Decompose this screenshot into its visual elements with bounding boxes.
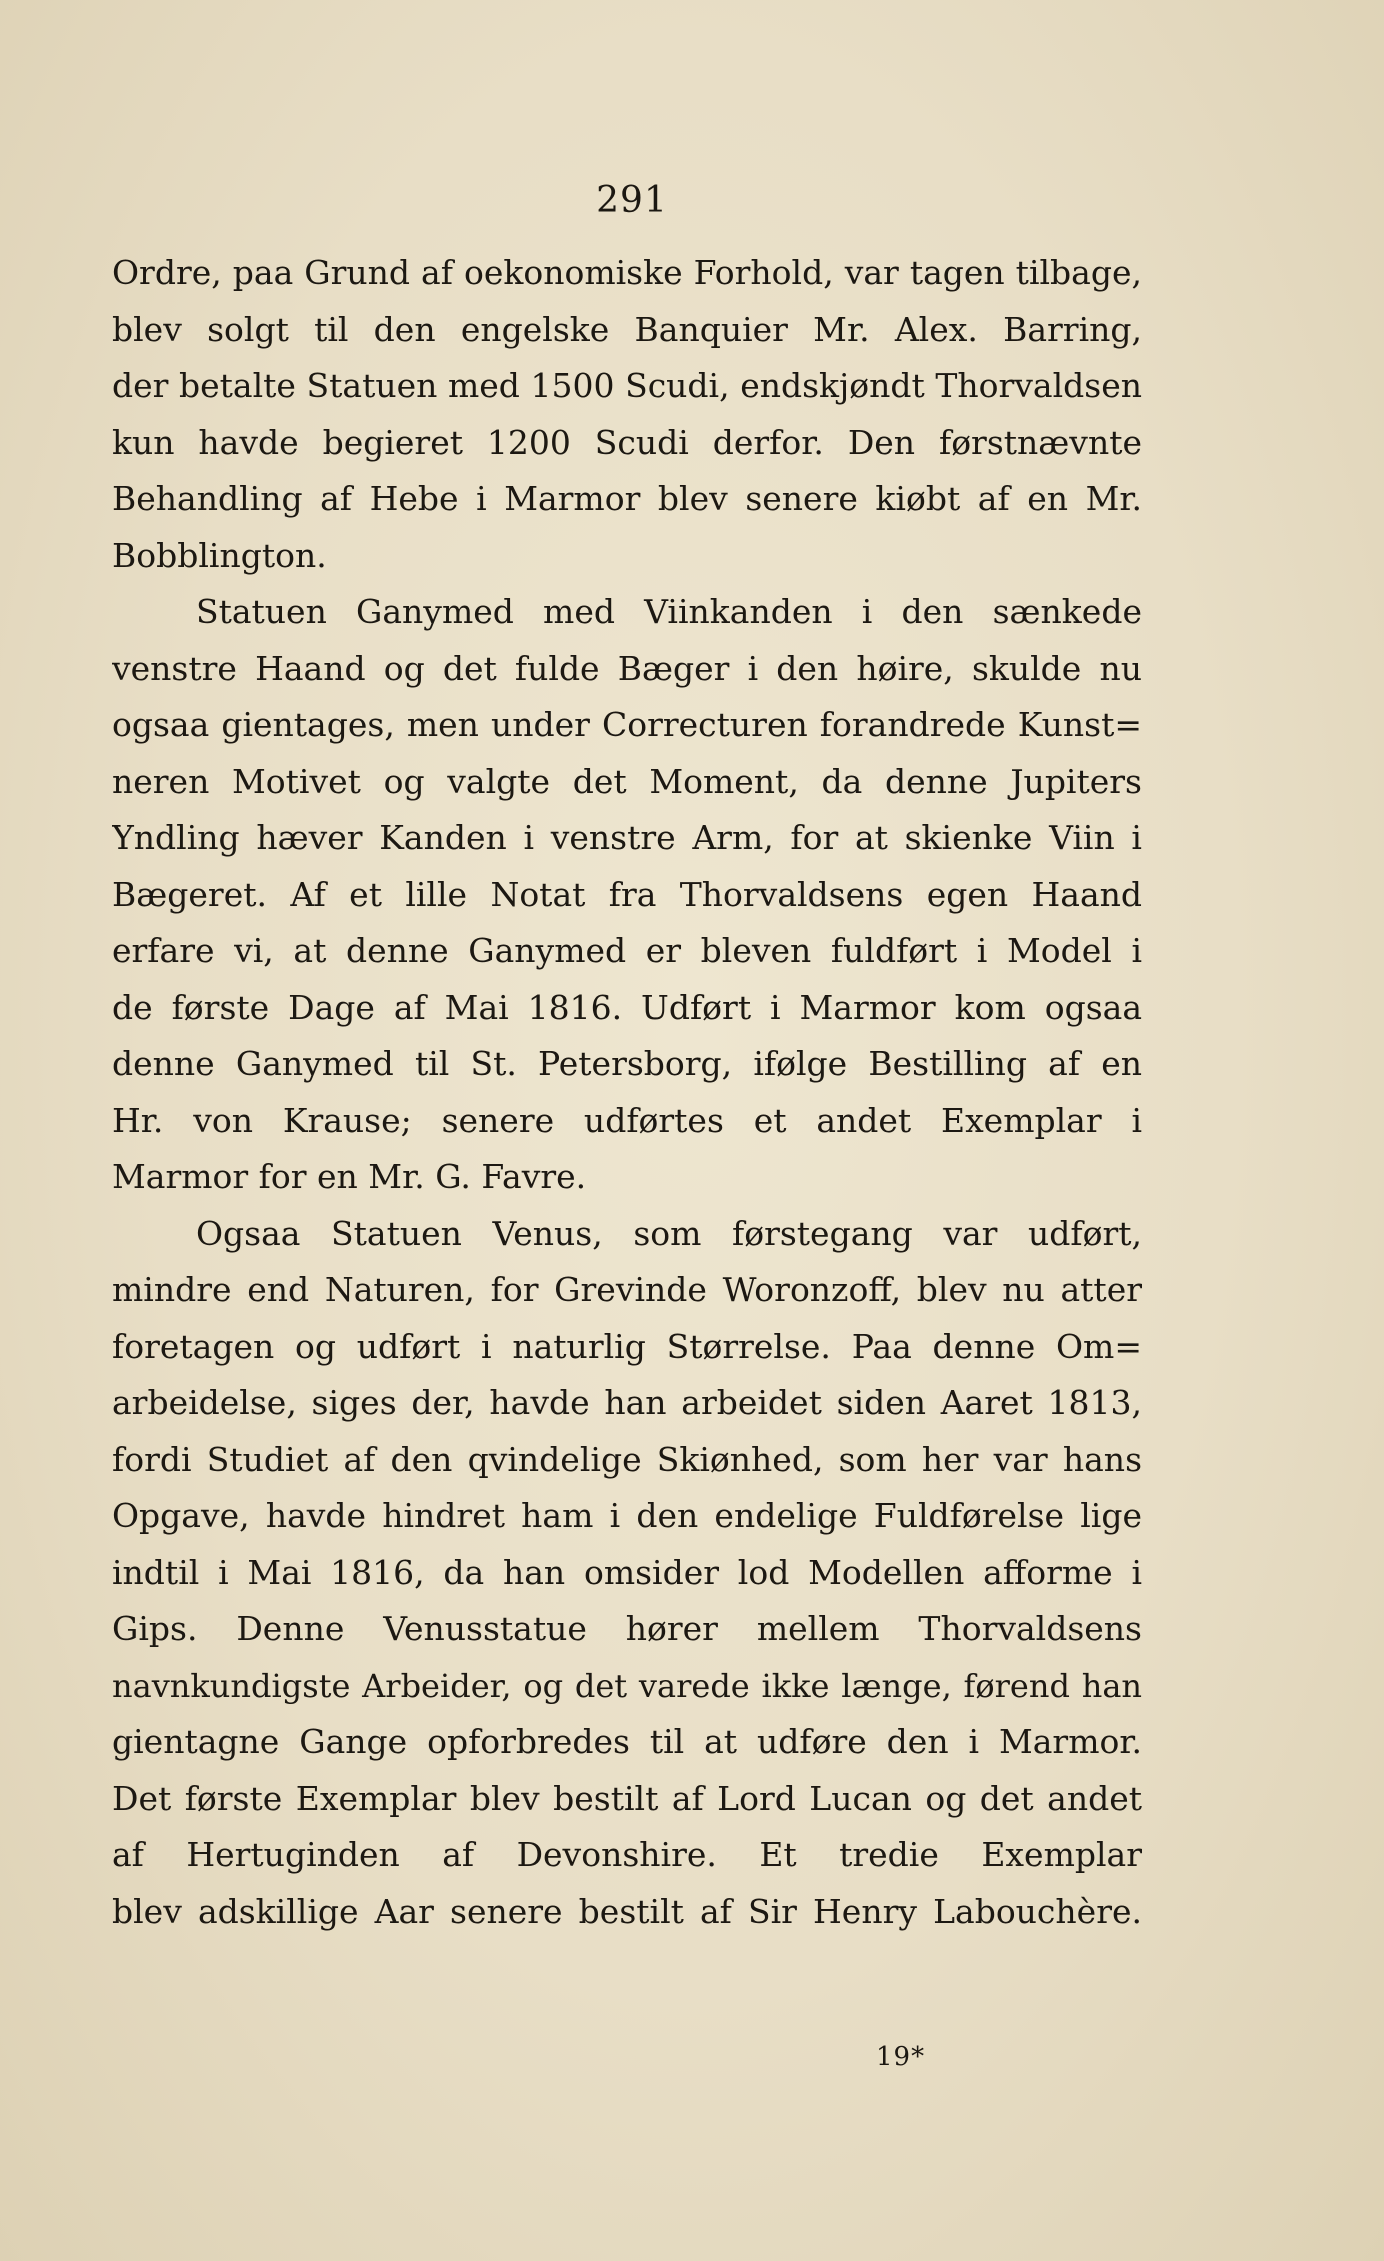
- text-line: venstre Haand og det fulde Bæger i den høire, skulde nu: [112, 648, 1142, 688]
- signature-mark: 19*: [876, 2042, 926, 2072]
- text-line: Hr. von Krause; senere udførtes et andet Exemplar i: [112, 1100, 1142, 1140]
- text-line: ogsaa gientages, men under Correcturen forandrede Kunst=: [112, 705, 1142, 744]
- text-line: gientagne Gange opforbredes til at udføre den i Marmor.: [112, 1722, 1142, 1761]
- text-line: denne Ganymed til St. Petersborg, ifølge Bestilling af en: [112, 1044, 1142, 1083]
- text-line: af Hertuginden af Devonshire. Et tredie Exemplar: [112, 1835, 1142, 1874]
- text-line: Yndling hæver Kanden i venstre Arm, for at skienke Viin i: [112, 818, 1142, 857]
- text-line: navnkundigste Arbeider, og det varede ikke længe, førend han: [112, 1666, 1142, 1705]
- text-line: kun havde begieret 1200 Scudi derfor. Den førstnævnte: [112, 422, 1142, 462]
- text-line: indtil i Mai 1816, da han omsider lod Modellen afforme i: [112, 1552, 1142, 1592]
- page-number: 291: [596, 180, 668, 221]
- text-line: fordi Studiet af den qvindelige Skiønhed, som her var hans: [112, 1439, 1142, 1479]
- text-line: mindre end Naturen, for Grevinde Woronzoff, blev nu atter: [112, 1270, 1142, 1309]
- text-line: Ogsaa Statuen Venus, som førstegang var udført,: [196, 1213, 1142, 1253]
- text-line: arbeidelse, siges der, havde han arbeidet siden Aaret 1813,: [112, 1383, 1142, 1422]
- text-line: Det første Exemplar blev bestilt af Lord Lucan og det andet: [112, 1778, 1142, 1818]
- text-line: blev adskillige Aar senere bestilt af Sir Henry Labouchère.: [112, 1891, 1142, 1931]
- body-text: [112, 245, 1142, 1940]
- text-line: Statuen Ganymed med Viinkanden i den sænkede: [196, 592, 1142, 631]
- text-line: der betalte Statuen med 1500 Scudi, endskjøndt Thorvaldsen: [112, 366, 1142, 405]
- text-line: neren Motivet og valgte det Moment, da denne Jupiters: [112, 761, 1142, 801]
- text-line: blev solgt til den engelske Banquier Mr. Alex. Barring,: [112, 309, 1142, 349]
- text-line: de første Dage af Mai 1816. Udført i Marmor kom ogsaa: [112, 987, 1142, 1027]
- text-line: foretagen og udført i naturlig Størrelse. Paa denne Om=: [112, 1326, 1142, 1366]
- text-line: Gips. Denne Venusstatue hører mellem Thorvaldsens: [112, 1609, 1142, 1648]
- text-line: erfare vi, at denne Ganymed er bleven fuldført i Model i: [112, 931, 1142, 970]
- text-line: Marmor for en Mr. G. Favre.: [112, 1157, 587, 1196]
- text-line: Ordre, paa Grund af oekonomiske Forhold, var tagen tilbage,: [112, 253, 1142, 292]
- text-line: Behandling af Hebe i Marmor blev senere kiøbt af en Mr.: [112, 479, 1142, 518]
- text-line: Opgave, havde hindret ham i den endelige Fuldførelse lige: [112, 1496, 1142, 1535]
- text-line: Bægeret. Af et lille Notat fra Thorvaldsens egen Haand: [112, 874, 1142, 914]
- text-line: Bobblington.: [112, 535, 327, 575]
